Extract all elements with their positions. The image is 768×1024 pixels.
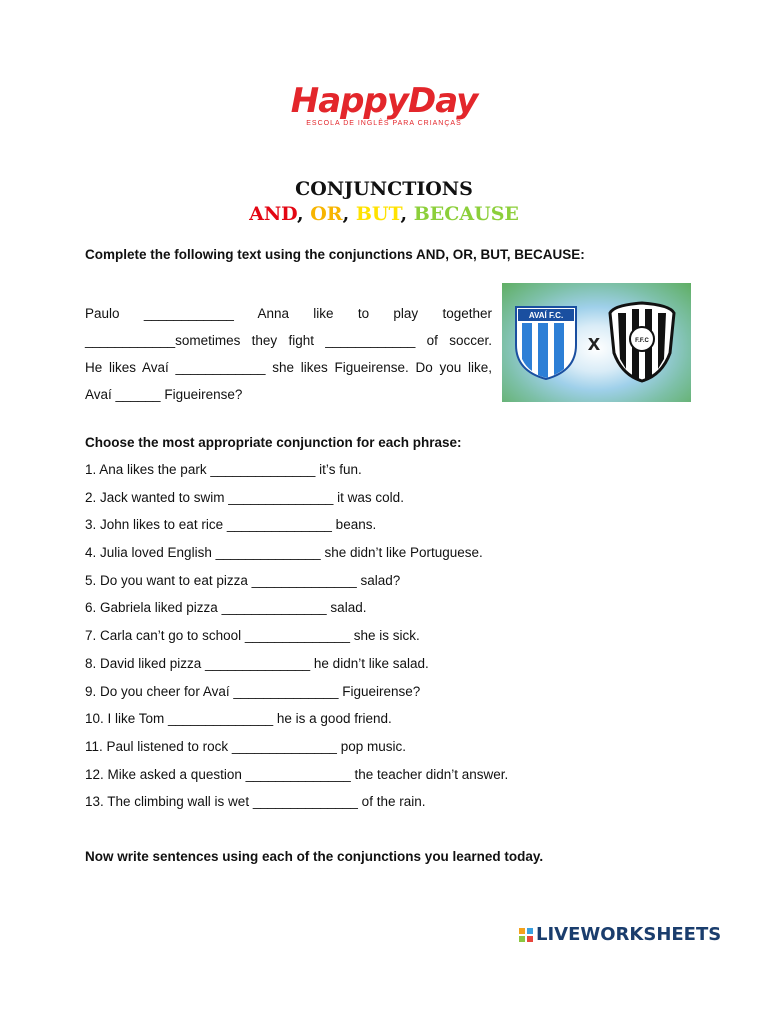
versus-label: x (587, 330, 601, 355)
liveworksheets-logo (519, 924, 721, 945)
avai-shield-icon (516, 307, 576, 379)
happyday-logo (0, 82, 768, 127)
paragraph-line: Avaí ______ Figueirense? (85, 387, 243, 402)
page-subtitle (0, 203, 768, 225)
section3-instruction: Now write sentences using each of the conjunctions you learned today. (85, 849, 544, 864)
subtitle-or: OR (310, 203, 343, 225)
subtitle-and: AND (249, 203, 297, 225)
fill-in-paragraph (85, 300, 492, 408)
list-item: 5. Do you want to eat pizza ______________ salad? (85, 572, 401, 588)
figueirense-label: F.F.C (635, 338, 649, 344)
avai-label: AVAÍ F.C. (528, 311, 564, 320)
paragraph-line: ____________sometimes they fight ____________ of soccer. (85, 333, 492, 348)
subtitle-sep: , (297, 203, 311, 225)
list-item: 10. I like Tom ______________ he is a good friend. (85, 711, 392, 727)
list-item: 4. Julia loved English ______________ she didn’t like Portuguese. (85, 545, 483, 561)
list-item: 9. Do you cheer for Avaí ______________ Figueirense? (85, 683, 421, 699)
figueirense-shield-icon (610, 303, 674, 381)
liveworksheets-icon (519, 928, 533, 942)
list-item: 8. David liked pizza ______________ he didn’t like salad. (85, 655, 429, 671)
logo-subtitle: ESCOLA DE INGLÊS PARA CRIANÇAS (306, 120, 462, 127)
list-item: 3. John likes to eat rice ______________ beans. (85, 517, 377, 533)
paragraph-line: Paulo ____________ Anna like to play together (85, 306, 492, 321)
list-item: 7. Carla can’t go to school ______________ she is sick. (85, 628, 420, 644)
subtitle-sep: , (400, 203, 414, 225)
subtitle-but: BUT (355, 203, 401, 225)
list-item: 12. Mike asked a question ______________ the teacher didn’t answer. (85, 766, 509, 782)
subtitle-sep: , (342, 203, 356, 225)
logo-main-text: HappyDay (290, 81, 478, 121)
team-crests-graphic (502, 283, 691, 402)
question-list (85, 459, 508, 819)
list-item: 1. Ana likes the park ______________ it’s fun. (85, 462, 362, 477)
list-item: 13. The climbing wall is wet ______________ of the rain. (85, 794, 426, 810)
avai-vs-figueirense-image (502, 283, 691, 402)
section1-instruction: Complete the following text using the conjunctions AND, OR, BUT, BECAUSE: (85, 247, 585, 262)
page-title: CONJUNCTIONS (295, 178, 473, 200)
list-item: 11. Paul listened to rock ______________ pop music. (85, 738, 406, 754)
list-item: 2. Jack wanted to swim ______________ it was cold. (85, 489, 404, 505)
liveworksheets-text: LIVEWORKSHEETS (536, 924, 722, 945)
paragraph-line: He likes Avaí ____________ she likes Figueirense. Do you like, (85, 360, 492, 375)
section2-instruction: Choose the most appropriate conjunction for each phrase: (85, 435, 462, 450)
list-item: 6. Gabriela liked pizza ______________ salad. (85, 600, 367, 616)
subtitle-because: BECAUSE (413, 203, 519, 225)
